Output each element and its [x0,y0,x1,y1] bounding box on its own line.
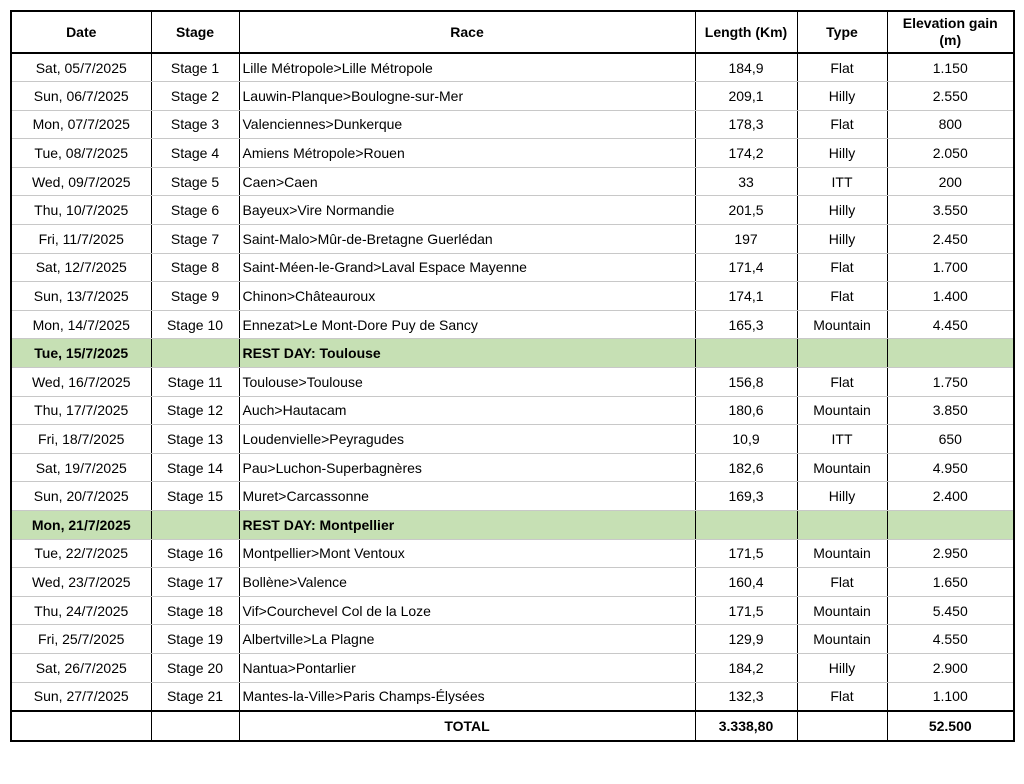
cell-type: Hilly [797,82,887,111]
cell-elevation: 2.950 [887,539,1014,568]
cell-race: Valenciennes>Dunkerque [239,110,695,139]
cell-type: Flat [797,568,887,597]
cell-race: Caen>Caen [239,167,695,196]
total-empty-type [797,711,887,741]
cell-type: Flat [797,253,887,282]
cell-race: Ennezat>Le Mont-Dore Puy de Sancy [239,310,695,339]
total-elevation: 52.500 [887,711,1014,741]
cell-race: REST DAY: Toulouse [239,339,695,368]
header-type: Type [797,11,887,53]
cell-length: 184,2 [695,653,797,682]
cell-elevation: 1.700 [887,253,1014,282]
cell-race: Auch>Hautacam [239,396,695,425]
cell-date: Wed, 23/7/2025 [11,568,151,597]
cell-stage: Stage 15 [151,482,239,511]
cell-race: Chinon>Châteauroux [239,282,695,311]
header-elevation: Elevation gain (m) [887,11,1014,53]
cell-length: 171,5 [695,539,797,568]
rest-day-row [11,511,1014,540]
table-row [11,625,1014,654]
cell-race: Montpellier>Mont Ventoux [239,539,695,568]
cell-type: Hilly [797,196,887,225]
header-length: Length (Km) [695,11,797,53]
cell-length: 169,3 [695,482,797,511]
cell-date: Thu, 17/7/2025 [11,396,151,425]
cell-stage: Stage 6 [151,196,239,225]
cell-elevation: 4.950 [887,453,1014,482]
cell-stage: Stage 17 [151,568,239,597]
cell-length: 184,9 [695,53,797,82]
cell-stage: Stage 20 [151,653,239,682]
cell-elevation [887,339,1014,368]
cell-elevation: 3.550 [887,196,1014,225]
cell-date: Tue, 15/7/2025 [11,339,151,368]
cell-elevation: 1.750 [887,368,1014,397]
cell-stage: Stage 12 [151,396,239,425]
table-row [11,110,1014,139]
cell-race: Toulouse>Toulouse [239,368,695,397]
cell-elevation: 2.400 [887,482,1014,511]
cell-stage: Stage 10 [151,310,239,339]
cell-date: Sat, 19/7/2025 [11,453,151,482]
cell-race: Vif>Courchevel Col de la Loze [239,596,695,625]
cell-type [797,339,887,368]
cell-elevation: 650 [887,425,1014,454]
cell-elevation: 2.450 [887,225,1014,254]
header-row [11,11,1014,53]
cell-race: Saint-Méen-le-Grand>Laval Espace Mayenne [239,253,695,282]
cell-date: Mon, 07/7/2025 [11,110,151,139]
cell-stage [151,339,239,368]
header-race: Race [239,11,695,53]
cell-length [695,339,797,368]
cell-race: REST DAY: Montpellier [239,511,695,540]
cell-elevation: 4.450 [887,310,1014,339]
cell-stage: Stage 9 [151,282,239,311]
cell-date: Mon, 14/7/2025 [11,310,151,339]
cell-elevation: 1.650 [887,568,1014,597]
header-date: Date [11,11,151,53]
cell-race: Nantua>Pontarlier [239,653,695,682]
cell-type: Mountain [797,539,887,568]
cell-length: 129,9 [695,625,797,654]
table-row [11,139,1014,168]
table-row [11,396,1014,425]
stages-table [10,10,1015,742]
rest-day-row [11,339,1014,368]
table-row [11,653,1014,682]
cell-type: Mountain [797,396,887,425]
cell-type [797,511,887,540]
table-row [11,482,1014,511]
cell-length: 174,1 [695,282,797,311]
cell-stage: Stage 21 [151,682,239,711]
cell-date: Fri, 25/7/2025 [11,625,151,654]
total-row [11,711,1014,741]
cell-type: Flat [797,682,887,711]
cell-race: Amiens Métropole>Rouen [239,139,695,168]
cell-date: Tue, 08/7/2025 [11,139,151,168]
cell-length: 171,5 [695,596,797,625]
cell-race: Loudenvielle>Peyragudes [239,425,695,454]
cell-type: Hilly [797,225,887,254]
cell-type: Flat [797,53,887,82]
cell-elevation: 3.850 [887,396,1014,425]
cell-stage: Stage 18 [151,596,239,625]
cell-elevation: 5.450 [887,596,1014,625]
cell-stage: Stage 19 [151,625,239,654]
cell-date: Sun, 06/7/2025 [11,82,151,111]
cell-stage: Stage 16 [151,539,239,568]
cell-elevation: 1.150 [887,53,1014,82]
cell-length: 209,1 [695,82,797,111]
table-row [11,453,1014,482]
table-row [11,682,1014,711]
cell-type: Mountain [797,625,887,654]
cell-race: Saint-Malo>Mûr-de-Bretagne Guerlédan [239,225,695,254]
cell-date: Sat, 05/7/2025 [11,53,151,82]
cell-type: Hilly [797,653,887,682]
cell-elevation: 2.050 [887,139,1014,168]
cell-length: 33 [695,167,797,196]
table-row [11,596,1014,625]
cell-stage: Stage 5 [151,167,239,196]
table-row [11,310,1014,339]
cell-stage: Stage 14 [151,453,239,482]
cell-race: Bayeux>Vire Normandie [239,196,695,225]
table-row [11,368,1014,397]
table-row [11,196,1014,225]
cell-stage: Stage 4 [151,139,239,168]
cell-type: Flat [797,368,887,397]
cell-date: Sun, 27/7/2025 [11,682,151,711]
cell-race: Mantes-la-Ville>Paris Champs-Élysées [239,682,695,711]
cell-stage: Stage 3 [151,110,239,139]
cell-date: Wed, 09/7/2025 [11,167,151,196]
cell-date: Thu, 10/7/2025 [11,196,151,225]
cell-length: 171,4 [695,253,797,282]
cell-length: 178,3 [695,110,797,139]
cell-stage: Stage 11 [151,368,239,397]
cell-length: 201,5 [695,196,797,225]
cell-type: Mountain [797,453,887,482]
cell-race: Bollène>Valence [239,568,695,597]
cell-date: Fri, 18/7/2025 [11,425,151,454]
cell-length: 156,8 [695,368,797,397]
cell-stage: Stage 8 [151,253,239,282]
cell-type: Hilly [797,482,887,511]
cell-elevation [887,511,1014,540]
header-stage: Stage [151,11,239,53]
cell-date: Sun, 13/7/2025 [11,282,151,311]
cell-length: 132,3 [695,682,797,711]
table-row [11,253,1014,282]
cell-date: Thu, 24/7/2025 [11,596,151,625]
cell-date: Wed, 16/7/2025 [11,368,151,397]
cell-elevation: 800 [887,110,1014,139]
cell-type: Mountain [797,596,887,625]
table-row [11,53,1014,82]
table-row [11,82,1014,111]
cell-stage: Stage 13 [151,425,239,454]
cell-date: Fri, 11/7/2025 [11,225,151,254]
cell-length: 174,2 [695,139,797,168]
cell-race: Albertville>La Plagne [239,625,695,654]
cell-length [695,511,797,540]
cell-stage: Stage 7 [151,225,239,254]
cell-length: 180,6 [695,396,797,425]
cell-length: 165,3 [695,310,797,339]
cell-type: Hilly [797,139,887,168]
total-length: 3.338,80 [695,711,797,741]
total-empty-date [11,711,151,741]
cell-race: Lauwin-Planque>Boulogne-sur-Mer [239,82,695,111]
cell-date: Sat, 26/7/2025 [11,653,151,682]
cell-elevation: 1.400 [887,282,1014,311]
table-row [11,282,1014,311]
cell-length: 182,6 [695,453,797,482]
cell-length: 10,9 [695,425,797,454]
cell-stage: Stage 2 [151,82,239,111]
table-row [11,425,1014,454]
cell-type: ITT [797,425,887,454]
cell-stage [151,511,239,540]
cell-elevation: 200 [887,167,1014,196]
cell-race: Pau>Luchon-Superbagnères [239,453,695,482]
cell-date: Sat, 12/7/2025 [11,253,151,282]
table-row [11,539,1014,568]
total-empty-stage [151,711,239,741]
table-body [11,53,1014,711]
table-row [11,167,1014,196]
cell-type: Mountain [797,310,887,339]
cell-length: 160,4 [695,568,797,597]
cell-elevation: 1.100 [887,682,1014,711]
cell-elevation: 4.550 [887,625,1014,654]
cell-date: Tue, 22/7/2025 [11,539,151,568]
cell-race: Lille Métropole>Lille Métropole [239,53,695,82]
cell-date: Sun, 20/7/2025 [11,482,151,511]
cell-type: Flat [797,110,887,139]
cell-type: ITT [797,167,887,196]
cell-elevation: 2.900 [887,653,1014,682]
cell-date: Mon, 21/7/2025 [11,511,151,540]
cell-length: 197 [695,225,797,254]
cell-elevation: 2.550 [887,82,1014,111]
cell-type: Flat [797,282,887,311]
cell-stage: Stage 1 [151,53,239,82]
table-row [11,225,1014,254]
table-row [11,568,1014,597]
cell-race: Muret>Carcassonne [239,482,695,511]
total-label: TOTAL [239,711,695,741]
